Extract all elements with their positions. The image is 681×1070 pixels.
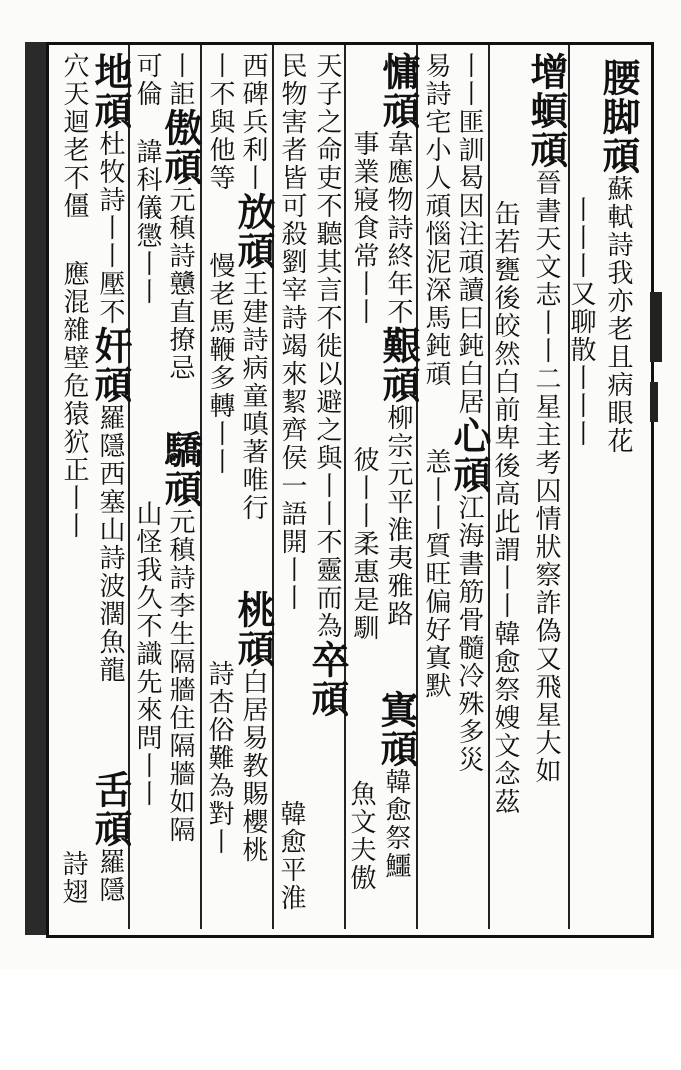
entry-text: 羅隱 (95, 848, 125, 904)
entry-text: 杜牧詩丨丨壓不 (95, 130, 125, 326)
entry-text: 柳宗元平淮夷雅路 (383, 404, 413, 628)
entry-text: 諱科儀懲丨丨 (132, 138, 162, 306)
entry-text: 羅隱西塞山詩波濶魚龍 (95, 404, 125, 684)
column-rule (272, 45, 274, 929)
text-column-4c (374, 690, 419, 910)
entry-text: 民物害者皆可殺劉宰詩竭來絜齊侯一語開丨丨 (277, 52, 307, 612)
entry-text: 穴天迴老不僵 (59, 52, 89, 220)
text-column-8d (58, 850, 88, 920)
entry-text: 丨丨丨又聊散丨丨丨 (566, 196, 596, 448)
entry-text: 應混雜壁危猿狖正丨丨 (59, 260, 89, 540)
entry-text: 元稹詩李生隔牆住隔牆如隔 (165, 508, 195, 844)
text-column-5 (305, 52, 350, 922)
text-column-8c (88, 770, 133, 920)
column-rule (416, 45, 418, 929)
entry-text: 蘇軾詩我亦老且病眼花 (603, 175, 633, 455)
entry-headword: 舌頑 (88, 770, 133, 848)
entry-headword: 寘頑 (374, 690, 419, 768)
text-column-6c (231, 590, 276, 920)
entry-text: 天子之命吏不聽其言不徙以避之與丨丨不靈而為 (312, 52, 342, 640)
entry-text: 慢老馬鞭多轉丨丨 (205, 252, 235, 476)
entry-text: 詩杏俗難為對丨 (204, 660, 234, 856)
entry-headword: 驕頑 (158, 430, 203, 508)
entry-text: 丨丨匪訓曷因注頑讀曰鈍白居 (454, 52, 484, 416)
entry-headword: 地頑 (88, 52, 133, 130)
entry-headword: 桃頑 (231, 590, 276, 668)
entry-headword: 卒頑 (305, 640, 350, 718)
entry-text: 恙丨丨質旺偏好寘默 (421, 448, 451, 700)
entry-text: 丨不與他等 (205, 52, 235, 192)
entry-text: 彼丨丨柔惠是馴 (349, 446, 379, 642)
right-margin-tab (648, 42, 678, 932)
entry-text: 白居易教賜櫻桃 (238, 668, 268, 864)
entry-text: 丨詎 (165, 52, 195, 108)
text-column-1 (592, 58, 644, 928)
text-column-7d (132, 500, 162, 920)
entry-text: 魚文夫傲 (346, 780, 376, 892)
entry-headword: 奸頑 (88, 326, 133, 404)
text-column-2b (490, 200, 520, 1070)
entry-headword: 放頑 (231, 192, 276, 270)
text-column-8b (58, 52, 90, 922)
entry-headword: 腰脚頑 (596, 58, 641, 175)
text-column-7c (158, 430, 203, 920)
entry-text: 韓愈 (276, 800, 306, 856)
entry-text: 元稹詩戇直撩忌 (165, 186, 195, 382)
entry-headword: 增蝢頑 (524, 52, 569, 169)
text-column-3 (447, 52, 492, 922)
entry-headword: 慵頑 (376, 52, 421, 130)
entry-text: 江海書筋骨髓冷殊多災 (454, 494, 484, 774)
margin-mark (650, 292, 662, 362)
text-column-4d (346, 780, 376, 910)
entry-text: 平淮 (276, 856, 306, 912)
entry-text: 韋應物詩終年不 (383, 130, 413, 326)
text-column-2 (520, 52, 572, 922)
text-column-6d (204, 660, 234, 920)
text-column-3b (420, 52, 452, 922)
entry-headword: 艱頑 (376, 326, 421, 404)
entry-text: 晉書天文志丨丨二星主考囚情狀察詐偽又飛星大如 (531, 169, 561, 785)
entry-text: 可倫 (132, 52, 162, 108)
entry-text: 王建詩病童嗔著唯行 (238, 270, 268, 522)
entry-text: 山怪我久不識先來問丨丨 (132, 500, 162, 808)
entry-headword: 傲頑 (158, 108, 203, 186)
text-column-5c (276, 800, 306, 910)
entry-text: 詩翅 (58, 850, 88, 906)
entry-text: 韓愈祭鱷 (381, 768, 411, 880)
entry-text: 西碑兵利丨 (238, 52, 268, 192)
entry-text: 易詩宅小人頑惱泥深馬鈍頑 (421, 52, 451, 388)
entry-text: 事業寢食常丨丨 (349, 130, 379, 326)
entry-headword: 心頑 (447, 416, 492, 494)
entry-text: 缶若甕後皎然白前卑後高此謂丨丨韓愈祭嫂文念茲 (490, 200, 520, 816)
margin-mark (650, 382, 658, 422)
text-column-5b (276, 52, 308, 922)
scan-edge-shadow (25, 42, 47, 935)
